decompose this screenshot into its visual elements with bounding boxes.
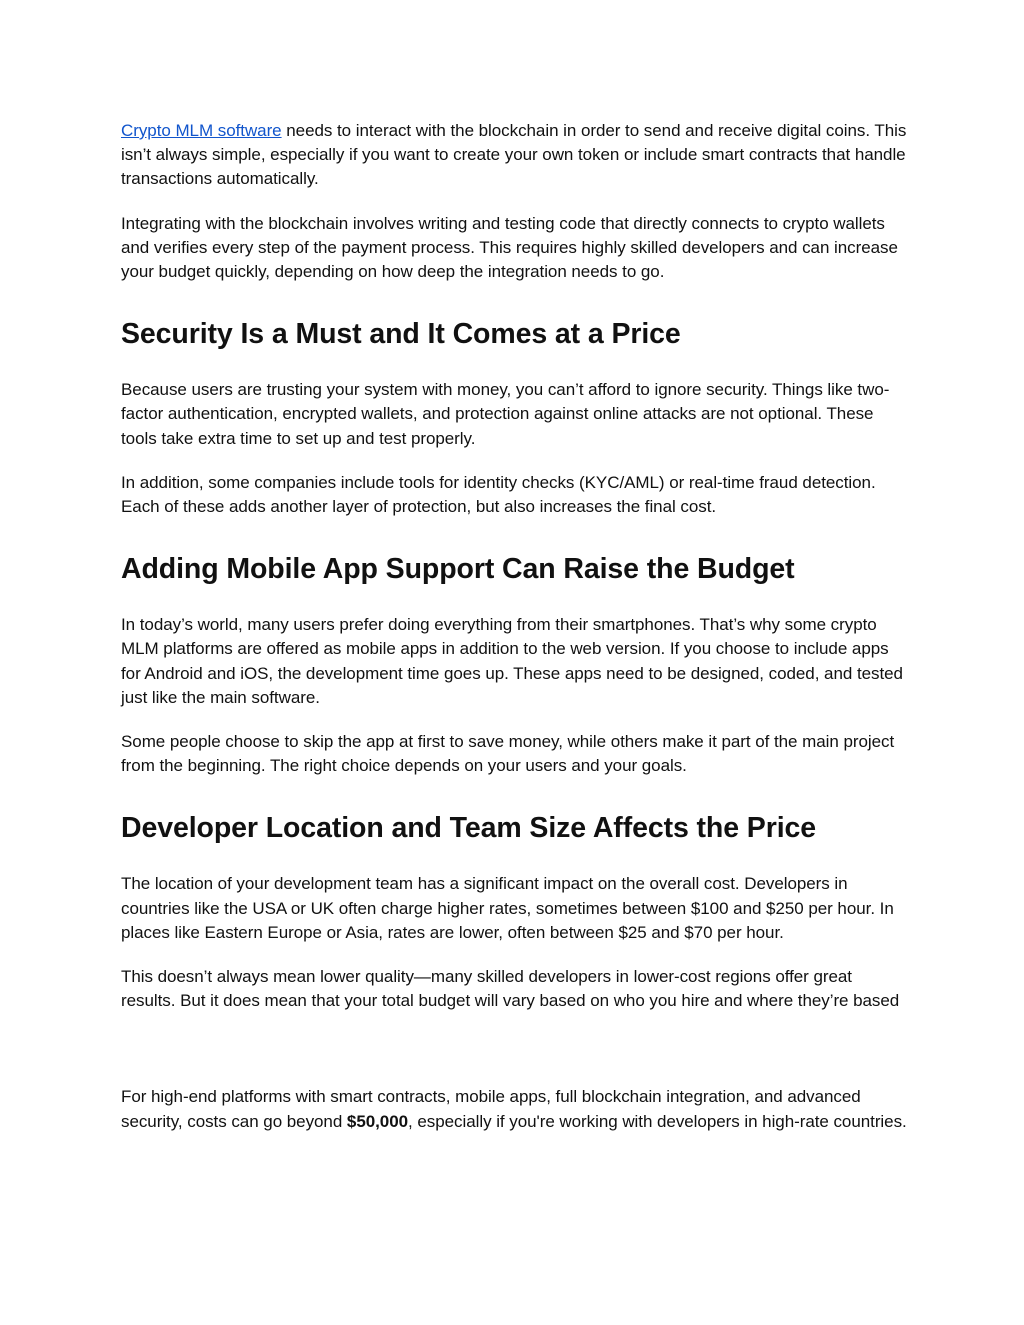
heading-developer-location: Developer Location and Team Size Affects the Price bbox=[121, 812, 817, 845]
heading-security: Security Is a Must and It Comes at a Price bbox=[121, 318, 681, 351]
closing-paragraph bbox=[121, 1085, 911, 1133]
closing-amount-bold: $50,000 bbox=[346, 1111, 409, 1131]
location-paragraph-1: The location of your development team has a significant impact on the overall cost. Developers in countries like the USA or UK often charge higher rates, sometimes between $100 and $250 per hour. In places like Eastern Europe or Asia, rates are lower, often between $25 and $70 per hour. bbox=[121, 874, 894, 942]
intro-paragraph-1 bbox=[121, 119, 911, 192]
mobile-paragraph-1: In today’s world, many users prefer doing everything from their smartphones. That’s why some crypto MLM platforms are offered as mobile apps in addition to the web version. If you choose to include apps for Android and iOS, the development time goes up. These apps need to be designed, coded, and tested just like the main software. bbox=[121, 615, 903, 707]
closing-text-after: , especially if you're working with developers in high-rate countries. bbox=[408, 1111, 907, 1131]
blank-spacer bbox=[121, 1013, 911, 1065]
crypto-mlm-software-link[interactable]: Crypto MLM software bbox=[121, 121, 282, 140]
document-page bbox=[121, 119, 911, 1134]
mobile-paragraph-2: Some people choose to skip the app at first to save money, while others make it part of the main project from the beginning. The right choice depends on your users and your goals. bbox=[121, 732, 895, 776]
security-paragraph-2: In addition, some companies include tools for identity checks (KYC/AML) or real-time fraud detection. Each of these adds another layer of protection, but also increases the final cost. bbox=[121, 472, 876, 517]
security-paragraph-1: Because users are trusting your system with money, you can’t afford to ignore security. Things like two-factor authentication, encrypted wallets, and protection against online attacks are not optional. These tools take extra time to set up and test properly. bbox=[121, 380, 890, 448]
location-paragraph-2: This doesn’t always mean lower quality—many skilled developers in lower-cost regions offer great results. But it does mean that your total budget will vary based on who you hire and where they’re based bbox=[121, 967, 900, 1011]
heading-mobile-app: Adding Mobile App Support Can Raise the Budget bbox=[121, 553, 795, 586]
intro-paragraph-1-text: needs to interact with the blockchain in order to send and receive digital coins. This isn’t always simple, especially if you want to create your own token or include smart contracts that handle transactions automatically. bbox=[121, 121, 907, 189]
intro-paragraph-2: Integrating with the blockchain involves writing and testing code that directly connects to crypto wallets and verifies every step of the payment process. This requires highly skilled developers and can increase your budget quickly, depending on how deep the integration needs to go. bbox=[121, 213, 898, 282]
closing-text-before: For high-end platforms with smart contracts, mobile apps, full blockchain integration, and advanced security, costs can go beyond bbox=[121, 1087, 861, 1131]
